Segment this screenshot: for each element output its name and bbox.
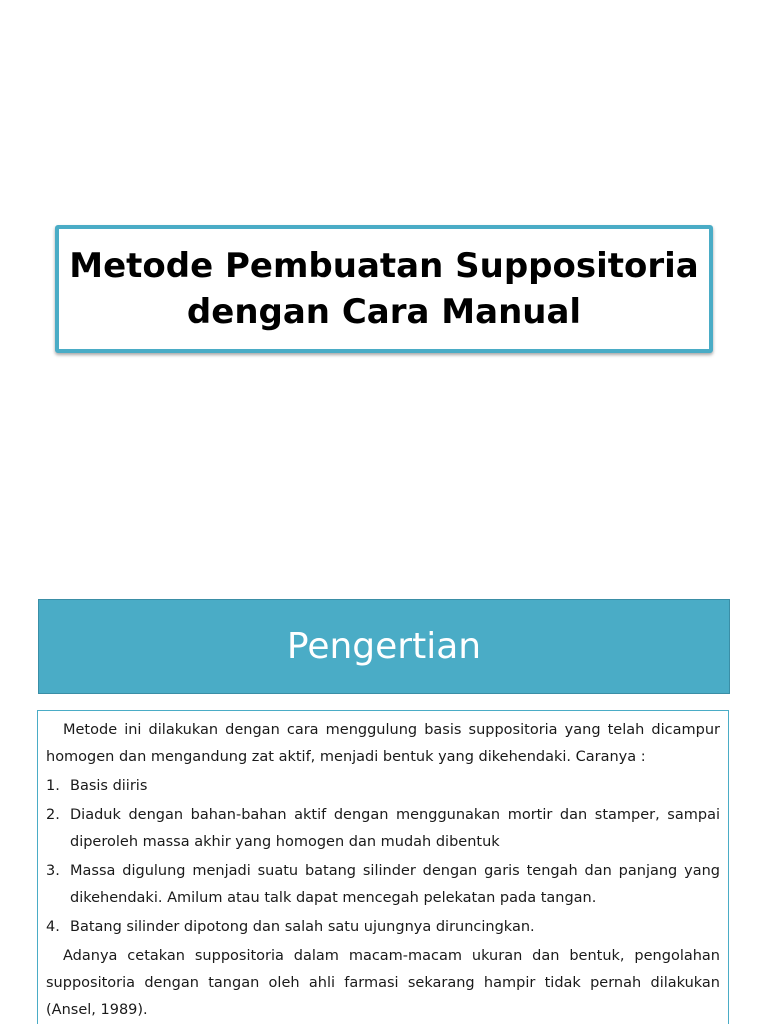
list-number: 2.	[46, 807, 60, 823]
intro-paragraph: Metode ini dilakukan dengan cara menggulung basis suppositoria yang telah dicampur homogen dan mengandung zat aktif, menjadi bentuk yang dikehendaki. Caranya :	[46, 722, 720, 765]
list-item	[46, 858, 720, 912]
list-item-text: Batang silinder dipotong dan salah satu ujungnya diruncingkan.	[70, 919, 535, 935]
content-text-box	[37, 710, 729, 1024]
list-item	[46, 914, 720, 941]
section-header-title: Pengertian	[286, 626, 482, 667]
list-item	[46, 773, 720, 800]
list-item-text: Diaduk dengan bahan-bahan aktif dengan menggunakan mortir dan stamper, sampai diperoleh massa akhir yang homogen dan mudah dibentuk	[70, 807, 720, 850]
slide-title-line-1: Metode Pembuatan Suppositoria	[69, 246, 699, 286]
section-header-bar	[38, 599, 730, 694]
content-slide	[0, 578, 768, 1024]
list-number: 4.	[46, 919, 60, 935]
list-item-text: Basis diiris	[70, 778, 148, 794]
list-item-text: Massa digulung menjadi suatu batang silinder dengan garis tengah dan panjang yang dikehendaki. Amilum atau talk dapat mencegah pelekatan pada tangan.	[70, 863, 720, 906]
list-number: 1.	[46, 778, 60, 794]
slide-title-line-2: dengan Cara Manual	[186, 292, 582, 332]
list-item	[46, 802, 720, 856]
closing-paragraph: Adanya cetakan suppositoria dalam macam-macam ukuran dan bentuk, pengolahan suppositoria dengan tangan oleh ahli farmasi sekarang hampir tidak pernah dilakukan (Ansel, 1989).	[46, 948, 720, 1018]
list-number: 3.	[46, 863, 60, 879]
title-box	[55, 225, 713, 353]
